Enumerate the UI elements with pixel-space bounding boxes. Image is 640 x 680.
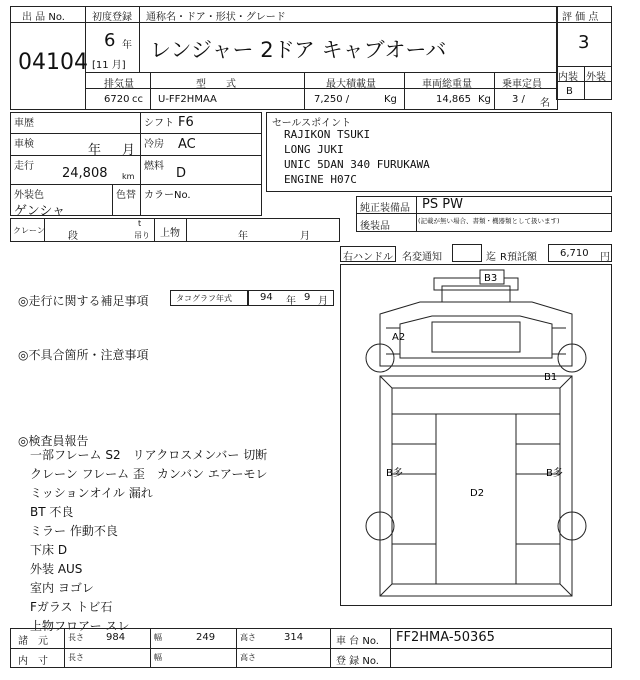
load-label: 最大積載量	[326, 79, 376, 90]
fuel-value: D	[176, 166, 187, 181]
tacho-label: タコグラフ年式	[176, 294, 232, 303]
gvw-value: 14,865	[436, 94, 471, 105]
details-vdivider	[140, 112, 141, 216]
mileage-unit: km	[122, 172, 135, 181]
gvw-label: 車両総重量	[422, 79, 472, 90]
type-value: U-FF2HMAA	[158, 94, 217, 105]
mark-b1: B1	[544, 372, 558, 383]
lot-number: 04104	[18, 50, 88, 75]
genuine-label: 純正装備品	[360, 203, 410, 214]
interior-label: 内装	[558, 72, 578, 83]
details-vdivider-b	[112, 184, 113, 216]
displacement-unit: cc	[132, 94, 143, 105]
spec-div-1	[150, 72, 151, 110]
spec-mid-line	[86, 88, 558, 89]
sales-point-label: セールスポイント	[272, 118, 352, 129]
ac-label: 冷房	[144, 139, 164, 150]
height-label: 高さ	[240, 633, 256, 642]
displacement-label: 排気量	[104, 79, 134, 90]
capacity-label: 乗車定員	[502, 79, 542, 90]
footer-hdivider	[10, 648, 612, 649]
crane-vdivider-3	[186, 218, 187, 242]
inner-dims-label: 内 寸	[18, 656, 48, 667]
grade-label: 評 価 点	[562, 12, 599, 23]
lot-label: 出 品 No.	[22, 12, 65, 23]
mark-a2: A2	[392, 332, 406, 343]
first-reg-year-unit: 年	[122, 40, 132, 51]
load-value: 7,250 /	[314, 94, 350, 105]
footer-vdiv-3	[236, 628, 237, 668]
footer-vdiv-4	[330, 628, 331, 668]
aftermarket-label: 後装品	[360, 221, 390, 232]
upper-label: 上物	[160, 228, 180, 239]
cab-shape	[380, 302, 572, 366]
first-reg-year: 6	[104, 30, 116, 51]
remark-line: 室内 ヨゴレ	[30, 581, 94, 595]
crane-vdivider-2	[154, 218, 155, 242]
color-change-label: 色替	[116, 190, 136, 201]
remark-line: クレーン フレーム 歪 カンバン エアーモレ	[30, 467, 268, 481]
ext-color-value: ゲンシャ	[14, 204, 66, 219]
exterior-label: 外装	[586, 72, 606, 83]
inspection-month-unit: 月	[122, 143, 136, 158]
history-label: 車歴	[14, 118, 34, 129]
truck-outline	[366, 278, 586, 596]
crane-hook: 吊り	[134, 231, 150, 240]
length-label: 長さ	[68, 633, 84, 642]
r-pre-unit: 円	[600, 252, 610, 263]
chassis-label: 車 台 No.	[336, 636, 379, 647]
inspector-remarks	[30, 446, 268, 636]
handle-value: 右ハンドル	[343, 252, 393, 263]
capacity-unit: 名	[540, 98, 550, 109]
remark-line: ミラー 作動不良	[30, 524, 118, 538]
displacement-value: 6720	[104, 94, 130, 105]
inspector-report-label: ◎検査員報告	[18, 434, 89, 448]
footer-vdiv-1	[64, 628, 65, 668]
tacho-year-unit: 年	[286, 296, 296, 307]
tacho-year: 94	[260, 292, 273, 303]
interior-grade: B	[566, 86, 573, 97]
spec-div-2	[304, 72, 305, 110]
mark-b-many-left: B多	[386, 468, 403, 479]
remark-line: 上物フロアー スレ	[30, 619, 130, 633]
mark-b3: B3	[484, 273, 498, 284]
fuel-label: 燃料	[144, 161, 164, 172]
width-value: 249	[196, 632, 216, 643]
change-notice-box	[452, 244, 482, 262]
inner-height-label: 高さ	[240, 653, 256, 662]
r-pre-label: R預託額	[500, 252, 537, 263]
windshield-shape	[432, 322, 520, 352]
tacho-month-unit: 月	[318, 296, 328, 307]
defect-notes-label: ◎不具合箇所・注意事項	[18, 348, 149, 362]
details-row-1	[10, 133, 262, 134]
remark-line: 外装 AUS	[30, 562, 83, 576]
details-row-2	[10, 155, 262, 156]
driving-notes-label: ◎走行に関する補足事項	[18, 294, 149, 308]
width-label: 幅	[154, 633, 162, 642]
front-bumper-shape	[434, 278, 518, 290]
change-notice-label: 名変通知	[402, 252, 442, 263]
inspection-label: 車検	[14, 139, 34, 150]
remark-line: BT 不良	[30, 505, 74, 519]
remark-line: Fガラス トビ石	[30, 600, 113, 614]
upper-month: 月	[300, 231, 310, 242]
ac-value: AC	[178, 137, 196, 152]
mark-b-many-right: B多	[546, 468, 563, 479]
remark-line: ミッションオイル 漏れ	[30, 486, 153, 500]
type-label: 型 式	[196, 79, 236, 90]
footer-vdiv-2	[150, 628, 151, 668]
first-reg-month: [11 月]	[92, 60, 126, 71]
model-label: 通称名・ドア・形状・グレード	[146, 12, 286, 23]
crane-stage: 段	[68, 231, 78, 242]
genuine-value: PS PW	[422, 197, 463, 212]
chassis-value: FF2HMA-50365	[396, 630, 495, 645]
footer-vdiv-5	[390, 628, 391, 668]
dims-label: 諸 元	[18, 636, 48, 647]
sales-point-line-3: UNIC 5DAN 340 FURUKAWA	[284, 158, 430, 171]
spec-div-4	[494, 72, 495, 110]
spec-top-line	[86, 72, 558, 73]
first-reg-label: 初度登録	[92, 12, 132, 23]
details-row-3	[10, 184, 262, 185]
mileage-value: 24,808	[62, 166, 108, 181]
rikuso-label: 迄	[486, 252, 496, 263]
cargo-bed-shape	[380, 376, 572, 596]
crane-label: クレーン	[13, 226, 45, 235]
model-name: レンジャー 2ドア キャブオーバ	[150, 38, 447, 62]
tacho-month: 9	[304, 292, 311, 303]
remark-line: 一部フレーム S2 リアクロスメンバー 切断	[30, 448, 268, 462]
gvw-unit: Kg	[478, 94, 491, 105]
mileage-label: 走行	[14, 161, 34, 172]
load-unit: Kg	[384, 94, 397, 105]
upper-year: 年	[238, 231, 248, 242]
deck-floor-shape	[436, 414, 516, 584]
inspection-year-unit: 年	[88, 143, 102, 158]
capacity-value: 3 /	[512, 94, 525, 105]
shift-value: F6	[178, 115, 194, 130]
sales-point-line-1: RAJIKON TSUKI	[284, 128, 371, 141]
sales-point-line-2: LONG JUKI	[284, 143, 344, 156]
reg-no-label: 登 録 No.	[336, 656, 379, 667]
spec-div-3	[404, 72, 405, 110]
aftermarket-note: (記載が無い場合、書類・機器類として扱います)	[418, 217, 560, 225]
ext-color-label: 外装色	[14, 190, 44, 201]
color-no-label: カラーNo.	[144, 190, 191, 201]
mark-d2: D2	[470, 488, 485, 499]
remark-line: 下床 D	[30, 543, 68, 557]
inner-width-label: 幅	[154, 653, 162, 662]
r-pre-value: 6,710	[560, 248, 589, 259]
truck-condition-diagram	[340, 264, 612, 606]
crane-t: t	[138, 219, 142, 228]
shift-label: シフト	[144, 118, 174, 129]
length-value: 984	[106, 632, 126, 643]
overall-grade: 3	[578, 32, 590, 53]
equipment-vdivider	[416, 196, 417, 232]
sales-point-line-4: ENGINE H07C	[284, 173, 357, 186]
inner-length-label: 長さ	[68, 653, 84, 662]
height-value: 314	[284, 632, 304, 643]
